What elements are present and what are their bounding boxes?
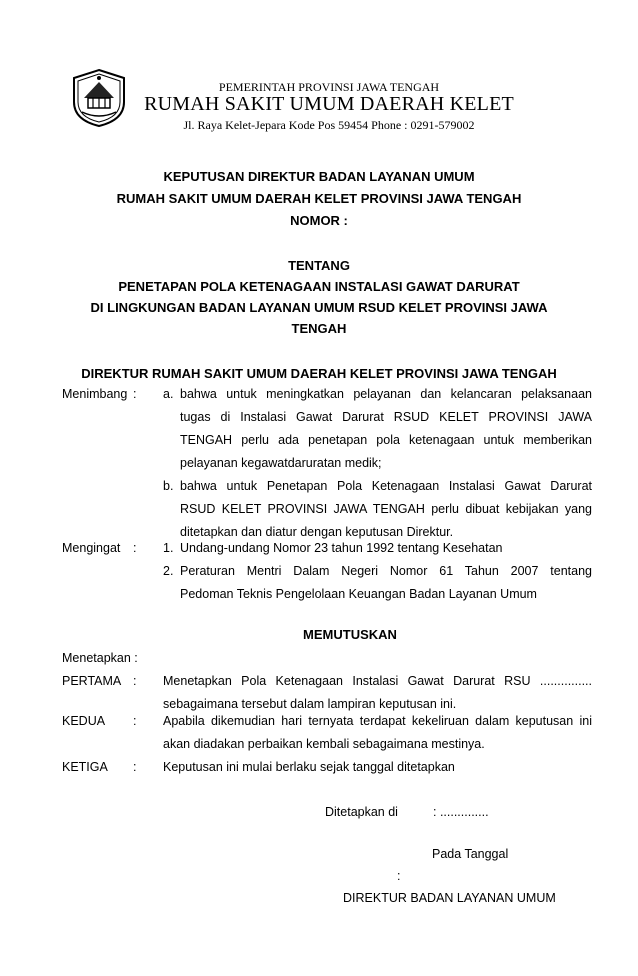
ketiga-label: KETIGA bbox=[62, 760, 108, 774]
menimbang-a-number: a. bbox=[163, 387, 174, 401]
mengingat-2-number: 2. bbox=[163, 564, 174, 578]
kedua-line: akan diadakan perbaikan kembali sebagaimana mestinya. bbox=[163, 737, 485, 751]
menimbang-colon: : bbox=[133, 387, 137, 401]
pertama-colon: : bbox=[133, 674, 137, 688]
memutuskan-heading: MEMUTUSKAN bbox=[303, 627, 397, 642]
menimbang-a-line: pelayanan kegawatdaruratan medik; bbox=[180, 456, 382, 470]
ketiga-line: Keputusan ini mulai berlaku sejak tanggal ditetapkan bbox=[163, 760, 455, 774]
title-nomor: NOMOR : bbox=[290, 213, 348, 228]
kedua-colon: : bbox=[133, 714, 137, 728]
kedua-line: Apabila dikemudian hari ternyata terdapat kekeliruan dalam keputusan ini bbox=[163, 714, 592, 728]
mengingat-1-text: Undang-undang Nomor 23 tahun 1992 tentang Kesehatan bbox=[180, 541, 503, 555]
title-direktur: DIREKTUR RUMAH SAKIT UMUM DAERAH KELET PROVINSI JAWA TENGAH bbox=[81, 366, 557, 381]
header-hospital-name: RUMAH SAKIT UMUM DAERAH KELET bbox=[144, 93, 514, 115]
menimbang-a-line: bahwa untuk meningkatkan pelayanan dan kelancaran pelaksanaan bbox=[180, 387, 592, 401]
title-subject-3: TENGAH bbox=[291, 321, 347, 336]
title-tentang: TENTANG bbox=[288, 258, 350, 273]
title-subject-2: DI LINGKUNGAN BADAN LAYANAN UMUM RSUD KELET PROVINSI JAWA bbox=[90, 300, 548, 315]
menimbang-a-line: tugas di Instalasi Gawat Darurat RSUD KELET PROVINSI JAWA bbox=[180, 410, 592, 424]
title-subject-1: PENETAPAN POLA KETENAGAAN INSTALASI GAWAT DARURAT bbox=[118, 279, 520, 294]
mengingat-colon: : bbox=[133, 541, 137, 555]
menimbang-b-number: b. bbox=[163, 479, 174, 493]
signatory-position: DIREKTUR BADAN LAYANAN UMUM bbox=[343, 891, 556, 905]
mengingat-label: Mengingat bbox=[62, 541, 121, 555]
mengingat-1-number: 1. bbox=[163, 541, 174, 555]
title-rsud: RUMAH SAKIT UMUM DAERAH KELET PROVINSI JAWA TENGAH bbox=[116, 191, 522, 206]
menimbang-a-line: TENGAH perlu ada penetapan pola ketenagaan untuk memberikan bbox=[180, 433, 592, 447]
pertama-label: PERTAMA bbox=[62, 674, 122, 688]
menimbang-label: Menimbang bbox=[62, 387, 128, 401]
kedua-label: KEDUA bbox=[62, 714, 106, 728]
pertama-line: sebagaimana tersebut dalam lampiran keputusan ini. bbox=[163, 697, 457, 711]
tanggal-colon: : bbox=[397, 869, 401, 883]
menimbang-b-line: bahwa untuk Penetapan Pola Ketenagaan Instalasi Gawat Darurat bbox=[180, 479, 592, 493]
letterhead bbox=[0, 0, 638, 150]
header-address: Jl. Raya Kelet-Jepara Kode Pos 59454 Phone : 0291-579002 bbox=[183, 118, 475, 132]
menetapkan-label: Menetapkan : bbox=[62, 651, 138, 665]
mengingat-2-line: Peraturan Mentri Dalam Negeri Nomor 61 Tahun 2007 tentang bbox=[180, 564, 592, 578]
menimbang-b-line: ditetapkan dan diatur dengan keputusan Direktur. bbox=[180, 525, 454, 539]
ketiga-colon: : bbox=[133, 760, 137, 774]
pertama-line: Menetapkan Pola Ketenagaan Instalasi Gawat Darurat RSU ............... bbox=[163, 674, 592, 688]
tanggal-label: Pada Tanggal bbox=[432, 847, 509, 861]
title-keputusan: KEPUTUSAN DIREKTUR BADAN LAYANAN UMUM bbox=[163, 169, 475, 184]
mengingat-2-line: Pedoman Teknis Pengelolaan Keuangan Badan Layanan Umum bbox=[180, 587, 537, 601]
ditetapkan-label: Ditetapkan di bbox=[325, 805, 398, 819]
menimbang-b-line: RSUD KELET PROVINSI JAWA TENGAH perlu dibuat kebijakan yang bbox=[180, 502, 592, 516]
header-government: PEMERINTAH PROVINSI JAWA TENGAH bbox=[218, 80, 440, 94]
ditetapkan-value: : .............. bbox=[433, 805, 489, 819]
